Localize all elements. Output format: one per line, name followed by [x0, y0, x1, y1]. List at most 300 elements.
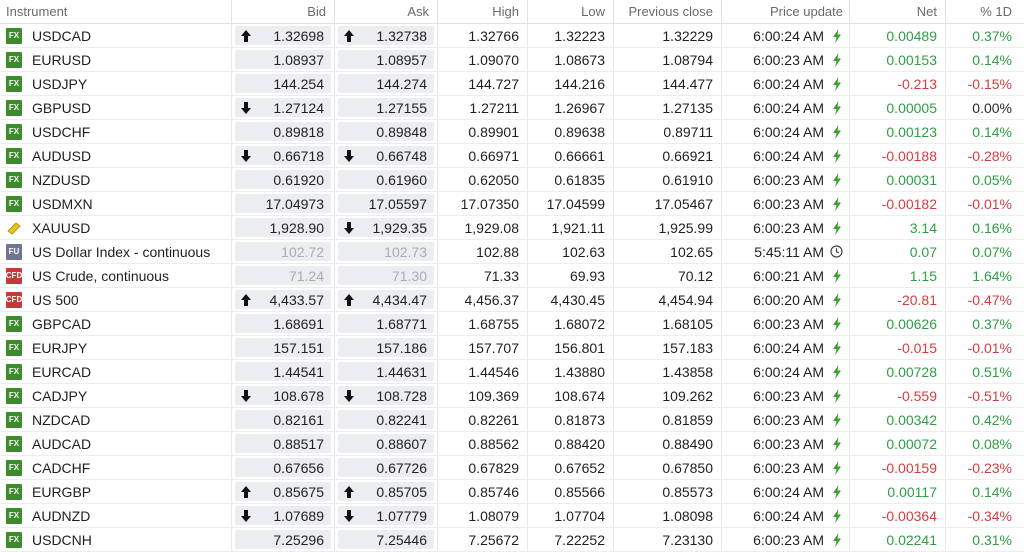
pct-1d-value: -0.01%	[967, 195, 1012, 212]
lightning-icon	[830, 389, 843, 403]
fx-badge-icon: FX	[6, 76, 22, 92]
previous-close-value: 1.43858	[662, 363, 713, 380]
bid-price-box[interactable]	[235, 98, 331, 117]
update-time: 6:00:24 AM	[753, 363, 824, 380]
ask-cell	[335, 72, 438, 95]
previous-close-value: 0.67850	[662, 459, 713, 476]
ask-price-box[interactable]	[338, 482, 434, 501]
header-instrument[interactable]: Instrument	[0, 0, 232, 23]
ask-price-box[interactable]	[338, 410, 434, 429]
ask-cell	[335, 24, 438, 47]
previous-close-cell	[614, 240, 722, 263]
low-value: 108.674	[554, 387, 605, 404]
net-cell	[850, 336, 946, 359]
bid-cell	[232, 72, 335, 95]
high-cell	[438, 192, 528, 215]
low-value: 7.22252	[554, 531, 605, 548]
bid-cell	[232, 480, 335, 503]
bid-price-box[interactable]	[235, 170, 331, 189]
bid-cell	[232, 120, 335, 143]
net-cell	[850, 216, 946, 239]
price-update-cell	[722, 312, 850, 335]
pct-1d-cell	[946, 240, 1024, 263]
ask-price-box[interactable]	[338, 530, 434, 549]
ask-price-box[interactable]	[338, 122, 434, 141]
price-update-cell	[722, 48, 850, 71]
pct-1d-cell	[946, 144, 1024, 167]
price-update-cell	[722, 360, 850, 383]
table-row[interactable]	[0, 360, 1024, 384]
bid-price-box[interactable]	[235, 26, 331, 45]
table-row[interactable]	[0, 432, 1024, 456]
previous-close-cell	[614, 336, 722, 359]
net-value: -20.81	[897, 291, 937, 308]
low-cell	[528, 504, 614, 527]
instrument-name: GBPCAD	[32, 315, 92, 332]
low-value: 17.04599	[546, 195, 605, 212]
bid-price-box[interactable]	[235, 122, 331, 141]
high-cell	[438, 264, 528, 287]
ask-price-box[interactable]	[338, 218, 434, 237]
net-value: 0.00005	[886, 99, 937, 116]
header-bid[interactable]: Bid	[232, 0, 335, 23]
ask-cell	[335, 456, 438, 479]
low-cell	[528, 336, 614, 359]
bid-price-box[interactable]	[235, 314, 331, 333]
previous-close-cell	[614, 144, 722, 167]
previous-close-cell	[614, 24, 722, 47]
ask-price-box[interactable]	[338, 74, 434, 93]
net-value: 0.00626	[886, 315, 937, 332]
table-row[interactable]	[0, 336, 1024, 360]
arrow-up-icon	[239, 28, 253, 44]
low-value: 0.88420	[554, 435, 605, 452]
lightning-icon	[830, 461, 843, 475]
high-value: 1.32766	[468, 27, 519, 44]
high-value: 157.707	[468, 339, 519, 356]
bid-price-box[interactable]	[235, 194, 331, 213]
bid-price-box[interactable]	[235, 458, 331, 477]
ask-value: 0.82241	[376, 411, 427, 428]
bid-price-box[interactable]	[235, 386, 331, 405]
price-update-cell	[722, 432, 850, 455]
cfd-badge-icon: CFD	[6, 292, 22, 308]
table-row[interactable]	[0, 528, 1024, 552]
low-value: 1,921.11	[551, 219, 605, 236]
bid-price-box[interactable]	[235, 434, 331, 453]
ask-value: 17.05597	[368, 195, 427, 212]
bid-price-box[interactable]	[235, 506, 331, 525]
net-value: -0.559	[897, 387, 937, 404]
high-value: 0.88562	[468, 435, 519, 452]
previous-close-value: 0.61910	[662, 171, 713, 188]
low-value: 69.93	[569, 267, 605, 284]
header-low[interactable]: Low	[528, 0, 614, 23]
update-time: 6:00:23 AM	[753, 459, 824, 476]
bid-value: 1,928.90	[269, 219, 324, 236]
pct-1d-value: 0.51%	[972, 363, 1012, 380]
ask-value: 1.08957	[376, 51, 427, 68]
high-cell	[438, 120, 528, 143]
high-cell	[438, 528, 528, 551]
previous-close-cell	[614, 480, 722, 503]
net-cell	[850, 384, 946, 407]
net-cell	[850, 24, 946, 47]
net-cell	[850, 504, 946, 527]
low-cell	[528, 24, 614, 47]
ask-cell	[335, 216, 438, 239]
net-cell	[850, 168, 946, 191]
update-time: 6:00:24 AM	[753, 339, 824, 356]
lightning-icon	[830, 101, 843, 115]
fx-badge-icon: FX	[6, 484, 22, 500]
ask-price-box[interactable]	[338, 26, 434, 45]
low-value: 1.68072	[554, 315, 605, 332]
net-value: 0.00117	[887, 483, 937, 500]
table-row[interactable]	[0, 504, 1024, 528]
pct-1d-cell	[946, 384, 1024, 407]
ask-price-box[interactable]	[338, 386, 434, 405]
pct-1d-value: 0.37%	[972, 27, 1012, 44]
ask-cell	[335, 168, 438, 191]
ask-value: 0.85705	[376, 483, 427, 500]
table-row[interactable]	[0, 264, 1024, 288]
ask-price-box[interactable]	[338, 362, 434, 381]
high-cell	[438, 96, 528, 119]
ask-price-box[interactable]	[338, 170, 434, 189]
ask-cell	[335, 120, 438, 143]
header-price-update[interactable]: Price update	[722, 0, 850, 23]
update-time: 6:00:23 AM	[753, 51, 824, 68]
header-net[interactable]: Net	[850, 0, 946, 23]
net-value: 0.00123	[886, 123, 937, 140]
net-cell	[850, 408, 946, 431]
table-row[interactable]	[0, 312, 1024, 336]
bid-price-box[interactable]	[235, 50, 331, 69]
instrument-name: USDCAD	[32, 27, 92, 44]
arrow-down-icon	[239, 508, 253, 524]
ask-value: 1.07779	[376, 507, 427, 524]
bid-price-box[interactable]	[235, 482, 331, 501]
arrow-down-icon	[239, 148, 253, 164]
arrow-up-icon	[342, 292, 356, 308]
arrow-up-icon	[239, 484, 253, 500]
instrument-cell	[0, 504, 232, 527]
fx-badge-icon: FX	[6, 100, 22, 116]
low-value: 102.63	[562, 243, 605, 260]
low-cell	[528, 72, 614, 95]
fx-badge-icon: FX	[6, 172, 22, 188]
bid-price-box[interactable]	[235, 74, 331, 93]
ask-cell	[335, 288, 438, 311]
lightning-icon	[830, 53, 843, 67]
pct-1d-value: 0.00%	[972, 99, 1012, 116]
net-value: 0.02241	[886, 531, 937, 548]
instrument-cell	[0, 288, 232, 311]
net-value: 1.15	[909, 267, 937, 284]
fu-badge-icon: FU	[6, 244, 22, 260]
pct-1d-value: 0.14%	[972, 483, 1012, 500]
low-cell	[528, 264, 614, 287]
table-row[interactable]	[0, 72, 1024, 96]
low-value: 0.61835	[554, 171, 605, 188]
ask-value: 0.88607	[376, 435, 427, 452]
bid-price-box[interactable]	[235, 218, 331, 237]
update-time: 6:00:24 AM	[753, 483, 824, 500]
instrument-cell	[0, 216, 232, 239]
ask-cell	[335, 144, 438, 167]
instrument-cell	[0, 192, 232, 215]
previous-close-value: 0.66921	[662, 147, 713, 164]
lightning-icon	[830, 485, 843, 499]
ask-price-box[interactable]	[338, 434, 434, 453]
instrument-cell	[0, 96, 232, 119]
ask-price-box[interactable]	[338, 194, 434, 213]
ask-price-box[interactable]	[338, 458, 434, 477]
instrument-name: US 500	[32, 291, 79, 308]
low-cell	[528, 528, 614, 551]
bid-cell	[232, 504, 335, 527]
pct-1d-value: 1.64%	[972, 267, 1012, 284]
high-value: 144.727	[468, 75, 519, 92]
bid-cell	[232, 336, 335, 359]
previous-close-value: 157.183	[662, 339, 713, 356]
instrument-name: EURJPY	[32, 339, 88, 356]
previous-close-value: 102.65	[670, 243, 713, 260]
pct-1d-value: 0.14%	[972, 123, 1012, 140]
bid-price-box[interactable]	[235, 338, 331, 357]
net-value: 0.07	[909, 243, 937, 260]
net-value: 0.00342	[886, 411, 937, 428]
ask-value: 0.67726	[376, 459, 427, 476]
lightning-icon	[830, 197, 843, 211]
table-row[interactable]	[0, 144, 1024, 168]
previous-close-cell	[614, 288, 722, 311]
ask-cell	[335, 504, 438, 527]
price-update-cell	[722, 72, 850, 95]
instrument-name: GBPUSD	[32, 99, 92, 116]
update-time: 6:00:23 AM	[753, 531, 824, 548]
table-row[interactable]	[0, 120, 1024, 144]
pct-1d-cell	[946, 264, 1024, 287]
price-update-cell	[722, 240, 850, 263]
low-cell	[528, 360, 614, 383]
update-time: 6:00:23 AM	[753, 315, 824, 332]
pct-1d-value: -0.15%	[967, 75, 1012, 92]
table-row[interactable]	[0, 408, 1024, 432]
price-update-cell	[722, 336, 850, 359]
pct-1d-value: -0.01%	[967, 339, 1012, 356]
low-value: 0.85566	[554, 483, 605, 500]
bid-price-box[interactable]	[235, 362, 331, 381]
low-cell	[528, 408, 614, 431]
low-value: 1.43880	[554, 363, 605, 380]
high-value: 7.25672	[468, 531, 519, 548]
ask-price-box[interactable]	[338, 290, 434, 309]
bid-price-box[interactable]	[235, 266, 331, 285]
table-row[interactable]	[0, 384, 1024, 408]
bid-cell	[232, 312, 335, 335]
instrument-cell	[0, 384, 232, 407]
bid-price-box[interactable]	[235, 530, 331, 549]
net-cell	[850, 264, 946, 287]
instrument-name: NZDCAD	[32, 411, 91, 428]
header-high[interactable]: High	[438, 0, 528, 23]
ask-cell	[335, 264, 438, 287]
bid-cell	[232, 264, 335, 287]
update-time: 6:00:20 AM	[753, 291, 824, 308]
table-row[interactable]	[0, 240, 1024, 264]
bid-cell	[232, 24, 335, 47]
pct-1d-cell	[946, 360, 1024, 383]
net-cell	[850, 144, 946, 167]
bid-value: 4,433.57	[269, 291, 324, 308]
bid-price-box[interactable]	[235, 290, 331, 309]
bid-value: 7.25296	[273, 531, 324, 548]
ask-cell	[335, 528, 438, 551]
net-cell	[850, 360, 946, 383]
low-cell	[528, 288, 614, 311]
previous-close-value: 109.262	[662, 387, 713, 404]
previous-close-cell	[614, 312, 722, 335]
high-cell	[438, 24, 528, 47]
update-time: 6:00:24 AM	[753, 99, 824, 116]
high-value: 102.88	[476, 243, 519, 260]
low-cell	[528, 216, 614, 239]
high-cell	[438, 408, 528, 431]
high-value: 0.66971	[468, 147, 519, 164]
table-row[interactable]	[0, 48, 1024, 72]
table-row[interactable]	[0, 192, 1024, 216]
ask-price-box[interactable]	[338, 506, 434, 525]
price-update-cell	[722, 120, 850, 143]
update-time: 6:00:24 AM	[753, 123, 824, 140]
high-cell	[438, 336, 528, 359]
ask-price-box[interactable]	[338, 338, 434, 357]
arrow-down-icon	[342, 220, 356, 236]
high-cell	[438, 240, 528, 263]
lightning-icon	[830, 293, 843, 307]
lightning-icon	[830, 173, 843, 187]
low-value: 1.26967	[554, 99, 605, 116]
net-cell	[850, 480, 946, 503]
high-cell	[438, 432, 528, 455]
previous-close-cell	[614, 96, 722, 119]
pct-1d-cell	[946, 120, 1024, 143]
bid-value: 102.72	[281, 243, 324, 260]
bid-cell	[232, 144, 335, 167]
bid-value: 1.32698	[273, 27, 324, 44]
update-time: 6:00:24 AM	[753, 75, 824, 92]
header-ask[interactable]: Ask	[335, 0, 438, 23]
high-value: 71.33	[483, 267, 519, 284]
ask-value: 0.61960	[376, 171, 427, 188]
header-previous-close[interactable]: Previous close	[614, 0, 722, 23]
bid-price-box[interactable]	[235, 410, 331, 429]
net-value: 0.00489	[886, 27, 937, 44]
net-cell	[850, 312, 946, 335]
fx-badge-icon: FX	[6, 196, 22, 212]
high-value: 1.44546	[468, 363, 519, 380]
low-cell	[528, 456, 614, 479]
instrument-cell	[0, 144, 232, 167]
net-value: 0.00072	[886, 435, 937, 452]
header-pct-1d[interactable]: % 1D	[980, 4, 1012, 19]
high-cell	[438, 504, 528, 527]
ask-price-box[interactable]	[338, 242, 434, 261]
high-cell	[438, 48, 528, 71]
previous-close-value: 1.32229	[662, 27, 713, 44]
net-value: -0.015	[897, 339, 937, 356]
table-row[interactable]	[0, 288, 1024, 312]
arrow-up-icon	[239, 292, 253, 308]
previous-close-cell	[614, 384, 722, 407]
ask-price-box[interactable]	[338, 98, 434, 117]
table-row[interactable]	[0, 456, 1024, 480]
high-value: 4,456.37	[464, 291, 519, 308]
update-time: 6:00:24 AM	[753, 507, 824, 524]
pct-1d-value: -0.47%	[967, 291, 1012, 308]
table-row[interactable]	[0, 24, 1024, 48]
update-time: 6:00:21 AM	[753, 267, 824, 284]
net-cell	[850, 528, 946, 551]
fx-badge-icon: FX	[6, 148, 22, 164]
net-value: 0.00031	[886, 171, 937, 188]
price-update-cell	[722, 192, 850, 215]
ask-price-box[interactable]	[338, 266, 434, 285]
ask-cell	[335, 96, 438, 119]
ask-value: 0.89848	[376, 123, 427, 140]
pct-1d-value: 0.08%	[972, 435, 1012, 452]
table-row[interactable]	[0, 216, 1024, 240]
pct-1d-value: 0.37%	[972, 315, 1012, 332]
instrument-name: USDCNH	[32, 531, 92, 548]
bid-value: 1.68691	[273, 315, 324, 332]
price-update-cell	[722, 144, 850, 167]
bid-value: 144.254	[273, 75, 324, 92]
previous-close-cell	[614, 120, 722, 143]
instrument-name: US Crude, continuous	[32, 267, 169, 284]
table-row[interactable]	[0, 96, 1024, 120]
net-value: 3.14	[909, 219, 937, 236]
instrument-name: US Dollar Index - continuous	[32, 243, 211, 260]
low-value: 0.66661	[554, 147, 605, 164]
instrument-name: EURCAD	[32, 363, 92, 380]
instrument-cell	[0, 528, 232, 551]
table-row[interactable]	[0, 168, 1024, 192]
ask-price-box[interactable]	[338, 314, 434, 333]
bid-price-box[interactable]	[235, 242, 331, 261]
pct-1d-value: 0.42%	[972, 411, 1012, 428]
net-cell	[850, 120, 946, 143]
low-value: 4,430.45	[550, 291, 605, 308]
update-time: 6:00:23 AM	[753, 171, 824, 188]
pct-1d-value: -0.34%	[967, 507, 1012, 524]
ask-price-box[interactable]	[338, 50, 434, 69]
high-value: 1.27211	[469, 99, 519, 116]
fx-badge-icon: FX	[6, 388, 22, 404]
ask-price-box[interactable]	[338, 146, 434, 165]
high-value: 1.68755	[468, 315, 519, 332]
lightning-icon	[830, 509, 843, 523]
bid-price-box[interactable]	[235, 146, 331, 165]
instrument-name: AUDUSD	[32, 147, 92, 164]
high-value: 1,929.08	[464, 219, 519, 236]
ask-cell	[335, 48, 438, 71]
update-time: 6:00:24 AM	[753, 27, 824, 44]
table-row[interactable]	[0, 480, 1024, 504]
previous-close-value: 1.68105	[662, 315, 713, 332]
